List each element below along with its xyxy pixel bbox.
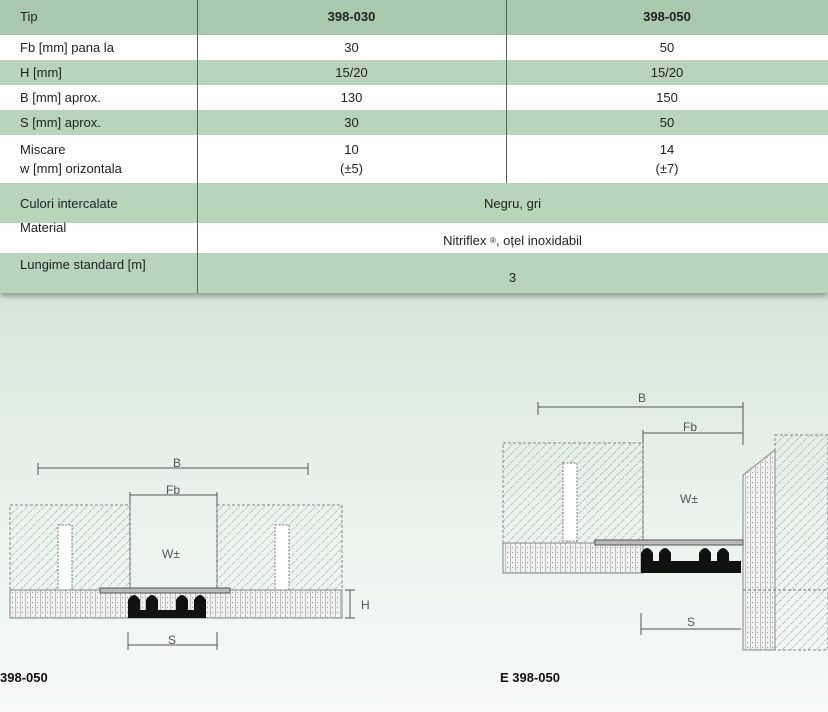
label-fb: Fb [683,420,698,434]
column-divider [197,0,198,293]
table-row-material [0,220,828,253]
culori-label: Culori intercalate [20,195,118,211]
wall-brick [743,450,775,650]
label-s: S [168,633,177,647]
row-label: Fb [mm] pana la [20,40,114,55]
material-value [197,223,828,253]
row-value-b: 50 [659,40,675,55]
dimension-fb [130,492,217,590]
material-value-main: Nitriflex [443,232,487,248]
header-label: Tip [20,9,38,24]
row-value-a [197,135,506,183]
label-w: W± [162,547,180,561]
table-row [0,60,828,85]
anchor-right [275,525,289,590]
wall-concrete [775,435,828,650]
caption-right: E 398-050 [500,670,560,685]
label-w: W± [680,492,698,506]
header-col-b: 398-050 [643,9,691,24]
row-label [0,135,197,183]
anchor-left [563,463,577,541]
spec-table [0,0,828,293]
floor-layer [503,543,643,573]
row-value-a: 30 [344,115,359,130]
material-label: Material [20,220,67,235]
table-row [0,135,828,183]
row-label: S [mm] aprox. [20,115,101,130]
row-value-a: 15/20 [335,65,368,80]
row-value-b-line2: (±7) [655,161,679,176]
row-value-a-line1: 10 [344,142,359,157]
culori-value: Negru, gri [483,195,542,211]
row-label-line1: Miscare [20,142,66,157]
table-row [0,85,828,110]
row-value-a: 130 [340,90,363,105]
row-value-b-line1: 14 [659,142,675,157]
row-value-b: 15/20 [650,65,684,80]
table-header-row [0,0,828,33]
label-b: B [638,391,647,405]
row-label-line2: w [mm] orizontala [20,161,122,176]
dimension-h [345,590,355,618]
row-value-b: 150 [656,90,678,105]
dimension-b [538,402,743,445]
drawing-left [0,440,380,660]
table-row [0,35,828,60]
dimension-fb [643,430,743,545]
lungime-value: 3 [508,269,517,285]
lungime-label: Lungime standard [m] [20,257,146,272]
anchor-left [58,525,72,590]
row-label: B [mm] aprox. [20,90,101,105]
row-value-a-line2: (±5) [339,161,364,176]
registered-mark: ® [490,235,496,245]
drawing-right [495,385,828,660]
row-value-a: 30 [344,40,359,55]
label-s: S [687,615,696,629]
caption-left: 398-050 [0,670,48,685]
column-divider [506,0,507,183]
table-row-lungime [0,253,828,293]
header-col-a: 398-030 [327,9,376,24]
label-b: B [173,456,182,470]
table-row-culori [0,183,828,223]
label-h: H [361,598,370,612]
material-value-rest: , oțel inoxidabil [495,232,582,248]
table-row [0,110,828,135]
row-value-b [506,135,828,183]
row-label: H [mm] [20,65,62,80]
label-fb: Fb [166,483,181,497]
row-value-b: 50 [659,115,675,130]
